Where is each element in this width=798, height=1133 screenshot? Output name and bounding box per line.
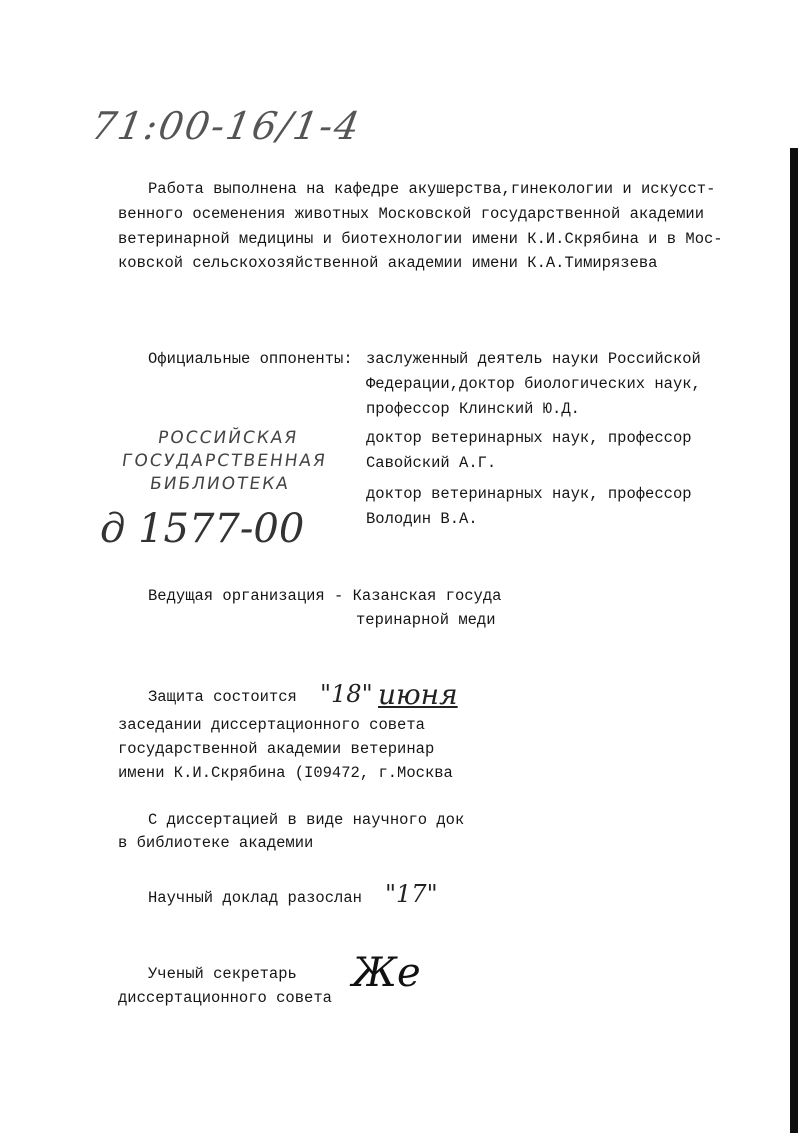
secretary-line: Ученый секретарь [148, 965, 297, 983]
library-number: д 1577-00 [100, 506, 305, 552]
signature: Же [352, 950, 421, 996]
opponent-line: Федерации,доктор биологических наук, [366, 375, 701, 393]
library-line: С диссертацией в виде научного док [148, 811, 465, 829]
defense-line: заседании диссертационного совета [118, 716, 425, 734]
opponent-line: доктор ветеринарных наук, профессор [366, 485, 692, 503]
opponent-line: профессор Клинский Ю.Д. [366, 400, 580, 418]
opponent-line: Володин В.А. [366, 510, 478, 528]
opponent-line: Савойский А.Г. [366, 454, 497, 472]
stamp-line: РОССИЙСКАЯ [156, 428, 300, 448]
intro-line: ветеринарной медицины и биотехнологии имени К.И.Скрябина и в Мос- [118, 230, 723, 248]
secretary-line: диссертационного совета [118, 989, 332, 1007]
stamp-line: ГОСУДАРСТВЕННАЯ [120, 451, 329, 471]
handwritten-code: 71:00-16/1-4 [88, 104, 365, 148]
defense-day: "18" [320, 680, 373, 708]
intro-line: венного осеменения животных Московской государственной академии [118, 205, 704, 223]
defense-month: июня [378, 678, 458, 711]
lead-org-line: теринарной меди [356, 611, 496, 629]
scan-edge-shadow [790, 148, 798, 1133]
defense-line: государственной академии ветеринар [118, 740, 435, 758]
defense-line: Защита состоится [148, 688, 297, 706]
sent-day: "17" [385, 880, 438, 908]
lead-org-line: Ведущая организация - Казанская госуда [148, 587, 502, 605]
sent-label: Научный доклад разослан [148, 889, 362, 907]
stamp-line: БИБЛИОТЕКА [148, 474, 292, 494]
library-line: в библиотеке академии [118, 834, 314, 852]
opponent-line: доктор ветеринарных наук, профессор [366, 429, 692, 447]
defense-line: имени К.И.Скрябина (I09472, г.Москва [118, 764, 453, 782]
opponents-label: Официальные оппоненты: [148, 350, 353, 368]
opponent-line: заслуженный деятель науки Российской [366, 350, 701, 368]
intro-line: ковской сельскохозяйственной академии имени К.А.Тимирязева [118, 254, 658, 272]
intro-line: Работа выполнена на кафедре акушерства,гинекологии и искусст- [148, 180, 716, 198]
